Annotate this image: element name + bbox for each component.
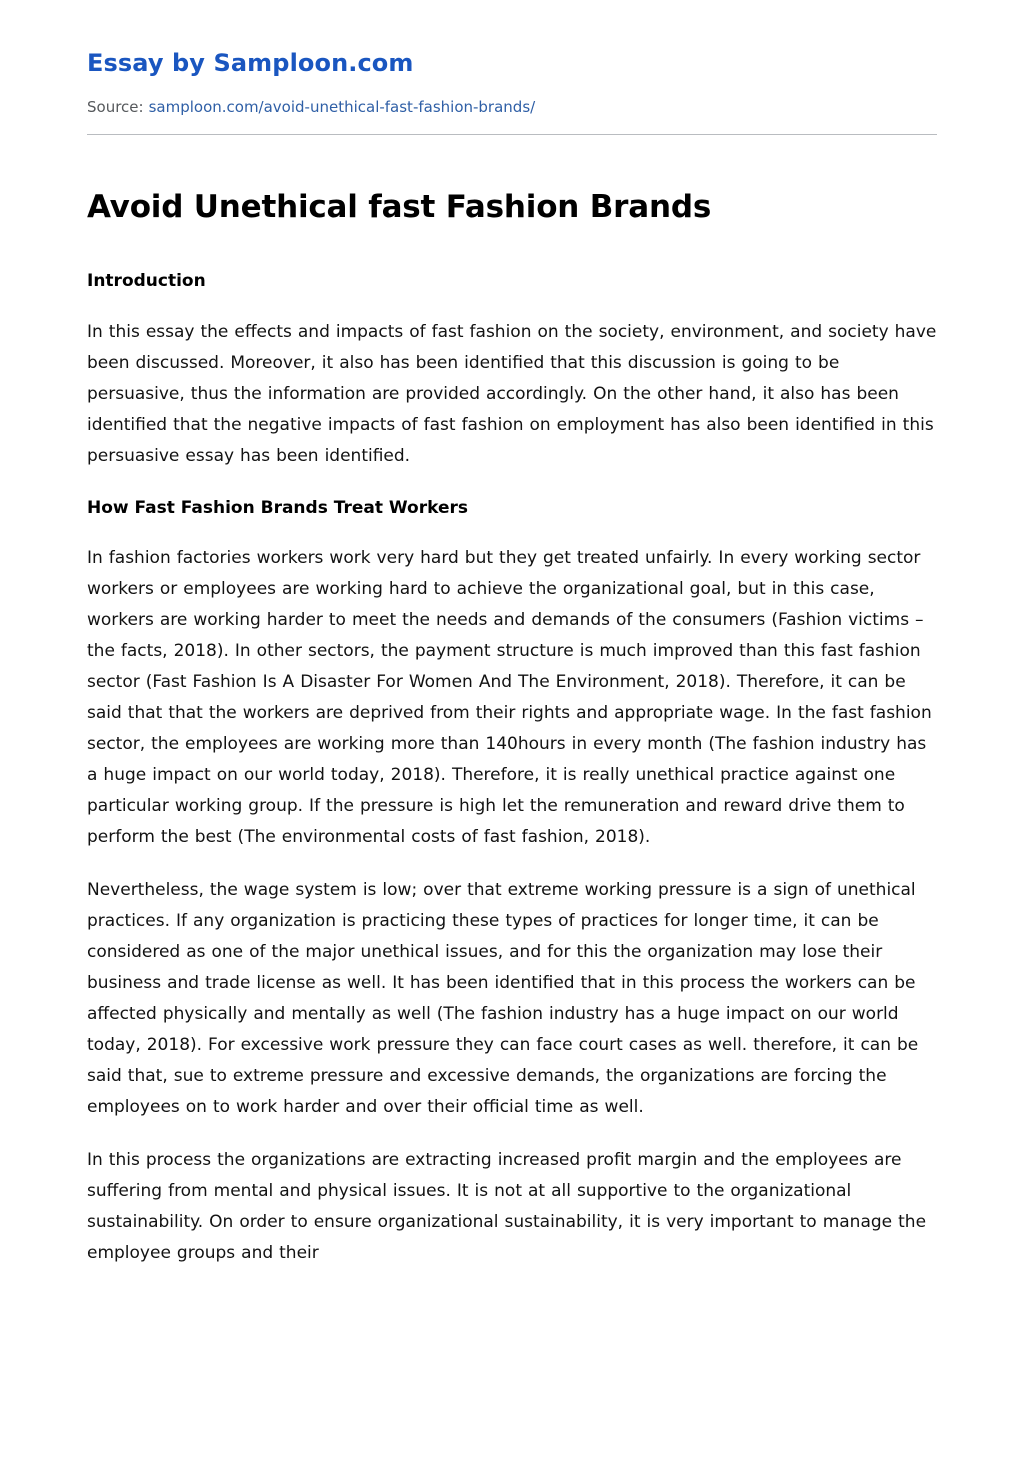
section-heading-introduction: Introduction [87, 271, 206, 292]
paragraph: In this essay the effects and impacts of fast fashion on the society, environment, and society have been discussed. Moreover, it also has been identified that this discussion is going to be persuasive, thus the information are provided accordingly. On the other hand, it also has been identified that the negative impacts of fast fashion on employment has also been identified in this persuasive essay has been identified. [87, 321, 937, 466]
section-how-fast-fashion-brands-treat-workers [87, 496, 937, 1270]
section-heading-how-fast-fashion-brands-treat-workers: How Fast Fashion Brands Treat Workers [87, 497, 468, 518]
page-title: Avoid Unethical fast Fashion Brands [87, 189, 712, 226]
source-line [87, 98, 937, 116]
source-label: Source: [87, 98, 144, 117]
section-introduction [87, 269, 937, 472]
brand-title: Essay by Samploon.com [87, 49, 414, 77]
paragraph: In this process the organizations are extracting increased profit margin and the employees are suffering from mental and physical issues. It is not at all supportive to the organizational sustainability. On order to ensure organizational sustainability, it is very important to manage the employee groups and their [87, 1150, 927, 1264]
header-divider [87, 134, 937, 135]
source-url-link[interactable]: samploon.com/avoid-unethical-fast-fashion-brands/ [148, 98, 536, 117]
paragraph: In fashion factories workers work very hard but they get treated unfairly. In every working sector workers or employees are working hard to achieve the organizational goal, but in this case, workers are working harder to meet the needs and demands of the consumers (Fashion victims – the facts, 2018). In other sectors, the payment structure is much improved than this fast fashion sector (Fast Fashion Is A Disaster For Women And The Environment, 2018). Therefore, it can be said that that the workers are deprived from their rights and appropriate wage. In the fast fashion sector, the employees are working more than 140hours in every month (The fashion industry has a huge impact on our world today, 2018). Therefore, it is really unethical practice against one particular working group. If the pressure is high let the remuneration and reward drive them to perform the best (The environmental costs of fast fashion, 2018). [87, 548, 932, 848]
paragraph: Nevertheless, the wage system is low; over that extreme working pressure is a sign of unethical practices. If any organization is practicing these types of practices for longer time, it can be considered as one of the major unethical issues, and for this the organization may lose their business and trade license as well. It has been identified that in this process the workers can be affected physically and mentally as well (The fashion industry has a huge impact on our world today, 2018). For excessive work pressure they can face court cases as well. therefore, it can be said that, sue to extreme pressure and excessive demands, the organizations are forcing the employees on to work harder and over their official time as well. [87, 880, 919, 1118]
masthead [87, 50, 937, 135]
document-content [87, 0, 937, 1269]
